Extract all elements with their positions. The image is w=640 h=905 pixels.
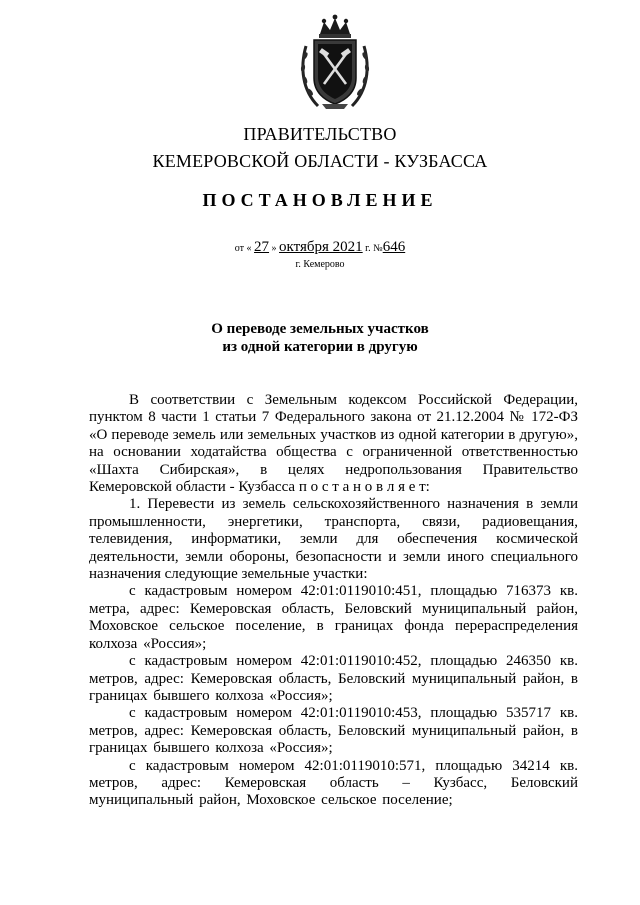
paragraph-parcel-571: с кадастровым номером 42:01:0119010:571, площадью 34214 кв. метров, адрес: Кемеровская область – Кузбасс, Беловский муниципальный район, Моховское сельское поселение; xyxy=(89,757,578,809)
paragraph-parcel-452: с кадастровым номером 42:01:0119010:452, площадью 246350 кв. метров, адрес: Кемеровская область, Беловский муниципальный район, в границах бывшего колхоза «Россия»; xyxy=(89,653,578,704)
date-mid: » xyxy=(271,243,277,254)
paragraph-item-1: 1. Перевести из земель сельскохозяйственного назначения в земли промышленности, энергетики, транспорта, связи, радиовещания, телевидения, информатики, земли для обеспечения космической деятельности, земли обороны, безопасности и земли иного специального назначения следующие земельные участки: xyxy=(89,496,578,583)
document-type: ПОСТАНОВЛЕНИЕ xyxy=(202,190,438,210)
number-prefix: № xyxy=(373,243,383,254)
document-number: 646 xyxy=(382,239,406,255)
date-prefix: от « xyxy=(234,243,252,254)
org-line-2: КЕМЕРОВСКОЙ ОБЛАСТИ - КУЗБАССА xyxy=(152,151,488,171)
coat-of-arms-emblem xyxy=(296,12,374,112)
document-body xyxy=(89,392,578,810)
date-suffix: г. xyxy=(365,243,371,254)
date-month-year: октября 2021 xyxy=(279,239,363,255)
kuzbass-emblem-icon xyxy=(296,12,374,112)
document-subject xyxy=(0,320,640,356)
paragraph-parcel-453: с кадастровым номером 42:01:0119010:453, площадью 535717 кв. метров, адрес: Кемеровская область, Беловский муниципальный район, в границах бывшего колхоза «Россия»; xyxy=(89,705,578,757)
city: г. Кемерово xyxy=(295,259,345,270)
date-day: 27 xyxy=(254,239,270,255)
paragraph-preamble: В соответствии с Земельным кодексом Российской Федерации, пунктом 8 части 1 статьи 7 Федерального закона от 21.12.2004 № 172-ФЗ «О переводе земель или земельных участков из одной категории в другую», на основании ходатайства общества с ограниченной ответственностью «Шахта Сибирская», в целях недропользования Правительство Кемеровской области - Кузбасса п о с т а н о в л я е т: xyxy=(89,392,578,496)
subject-line-1: О переводе земельных участков xyxy=(211,321,429,337)
date-number-line xyxy=(0,239,640,256)
paragraph-parcel-451: с кадастровым номером 42:01:0119010:451, площадью 716373 кв. метра, адрес: Кемеровская область, Беловский муниципальный район, Моховское сельское поселение, в границах фонда перераспределения колхоза «Россия»; xyxy=(89,583,578,652)
org-line-1: ПРАВИТЕЛЬСТВО xyxy=(243,124,397,144)
subject-line-2: из одной категории в другую xyxy=(222,339,418,355)
